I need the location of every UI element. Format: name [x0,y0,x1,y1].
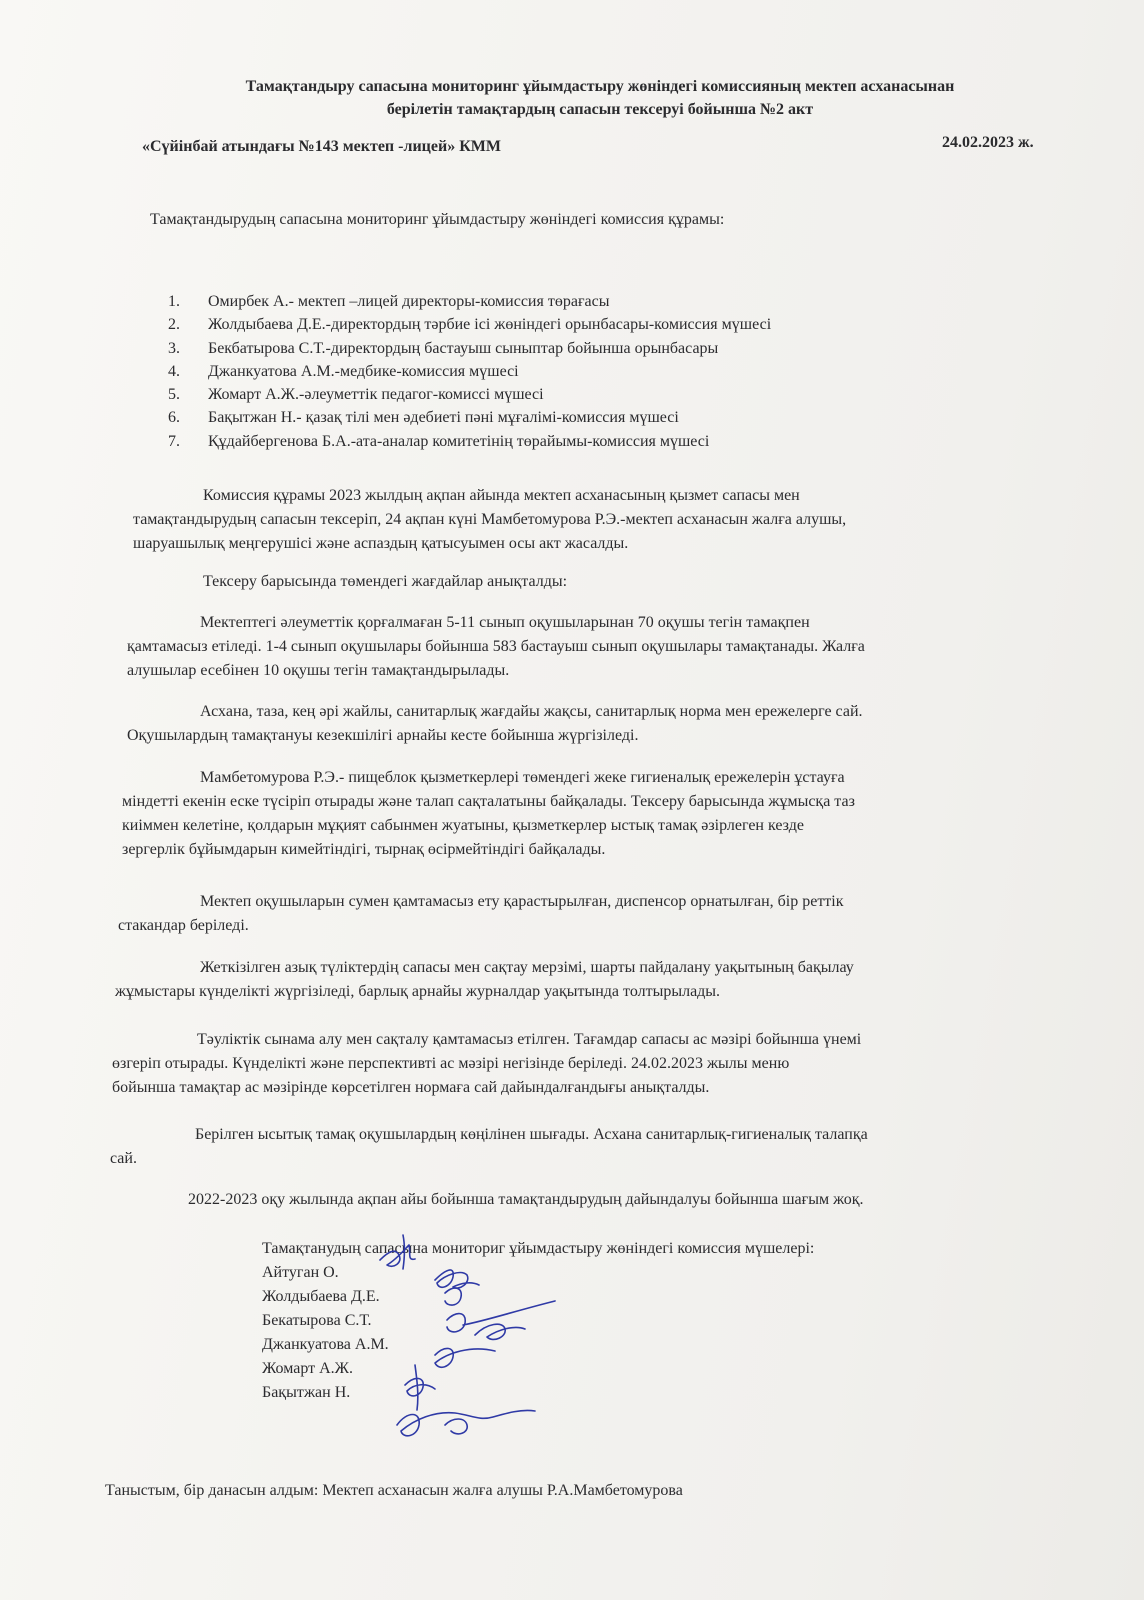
act-date: 24.02.2023 ж. [942,134,1034,151]
signature-4 [435,1348,495,1367]
commission-intro: Тамақтандырудың сапасына мониторинг ұйымдастыру жөніндегі комиссия құрамы: [150,211,725,228]
paragraph-hygiene: Мамбетомурова Р.Э.- пищеблок қызметкерлері төмендегі жеке гигиеналық ережелерін ұстауға міндетті екенін еске түсіріп отырады және талап сақталатыны байқалады. Тексеру барысында жұмысқа таз киіммен келетіне, қолдарын мұқият сабынмен жуатыны, қызметкерлер ыстық тамақ әзірлеген кезде зергерлік бұйымдарын кимейтіндігі, тырнақ өсірмейтіндігі байқалады. [122,769,855,858]
signature-2-loop [445,1288,461,1305]
signature-6-tail [445,1419,467,1434]
signature-5-stroke [415,1365,418,1410]
signatory-name: Бекатырова С.Т. [262,1312,372,1329]
paragraph-menu: Тәуліктік сынама алу мен сақталу қамтамасыз етілген. Тағамдар сапасы ас мәзірі бойынша үнемі өзгеріп отырады. Күнделікті және перспективті ас мәзірі негізінде беріледі. 24.02.2023 жылы меню бойынша тамақтар ас мәзірінде көрсетілген нормаға сай дайындалғандығы анықталды. [112,1031,862,1096]
paragraph-water: Мектеп оқушыларын сумен қамтамасыз ету қарастырылған, диспенсор орнатылған, бір реттік стакандар беріледі. [118,893,844,934]
member-item: 7. Құдайбергенова Б.А.-ата-аналар комитетінің төрайымы-комиссия мүшесі [168,432,710,450]
paragraph-canteen-condition: Асхана, таза, кең әрі жайлы, санитарлық жағдайы жақсы, санитарлық норма мен ережелерге сай. Оқушылардың тамақтануы кезекшілігі арнайы кесте бойынша жүргізіледі. [127,703,863,744]
member-item: 3. Бекбатырова С.Т.-директордың бастауыш сыныптар бойынша орынбасары [168,339,719,357]
paragraph-commission: Комиссия құрамы 2023 жылдың ақпан айында мектеп асханасының қызмет сапасы мен тамақтандырудың сапасын тексеріп, 24 ақпан күні Мамбетомурова Р.Э.-мектеп асханасын жалға алушы, шаруашылық меңгерушісі және аспаздың қатысуымен осы акт жасалды. [133,487,847,552]
acknowledgement-line: Таныстым, бір данасын алдым: Мектеп асханасын жалға алушы Р.А.Мамбетомурова [105,1482,683,1499]
signatory-name: Бақытжан Н. [262,1384,351,1401]
paragraph-free-meals: Мектептегі әлеуметтік қорғалмаған 5-11 сынып оқушыларынан 70 оқушы тегін тамақпен қамтамасыз етіледі. 1-4 сынып оқушылары бойынша 583 бастауыш сынып оқушылары тамақтанады. Жалға алушылар есебінен 10 оқушы тегін тамақтандырылады. [127,614,865,679]
signatories-title: Тамақтанудың сапасына мониториг ұйымдастыру жөніндегі комиссия мүшелері: [262,1240,815,1257]
signature-3 [447,1301,555,1332]
act-title-line-1: Тамақтандыру сапасына мониторинг ұйымдастыру жөніндегі комиссияның мектеп асханасынан [245,78,955,95]
act-title [120,75,1080,121]
handwritten-signatures [375,1225,575,1460]
signature-2 [435,1270,479,1288]
paragraph-no-complaints: 2022-2023 оқу жылында ақпан айы бойынша тамақтандырудың дайындалуы бойынша шағым жоқ. [188,1191,864,1208]
signatory-name: Жолдыбаева Д.Е. [262,1288,380,1305]
commission-members-list [168,290,771,453]
member-item: 1. Омирбек А.- мектеп –лицей директоры-комиссия төрағасы [168,293,610,310]
member-item: 6. Бақытжан Н.- қазақ тілі мен әдебиеті пәні мұғалімі-комиссия мүшесі [168,409,679,427]
member-item: 4. Джанкуатова А.М.-медбике-комиссия мүшесі [168,362,519,380]
paragraph-supplies: Жеткізілген азық түліктердің сапасы мен сақтау мерзімі, шарты пайдалану уақытының бақылау жұмыстары күнделікті жүргізіледі, барлық арнайы журналдар уақытында толтырылады. [115,959,854,1000]
member-item: 5. Жомарт А.Ж.-әлеуметтік педагог-комиссі мүшесі [168,386,544,404]
paragraph-conclusion: Берілген ысытық тамақ оқушылардың көңілінен шығады. Асхана санитарлық-гигиеналық талапқа сай. [110,1126,868,1167]
signature-1 [380,1245,415,1266]
signature-3-hook [475,1324,525,1339]
signatory-name: Жомарт А.Ж. [262,1360,354,1377]
signatory-name: Айтуган О. [262,1264,339,1281]
organization-name: «Сүйінбай атындағы №143 мектеп -лицей» КММ [142,138,502,155]
paragraph-findings-intro: Тексеру барысында төмендегі жағдайлар анықталды: [203,573,568,590]
signature-5 [405,1378,435,1396]
act-title-line-2: берілетін тамақтардың сапасын тексеруі бойынша №2 акт [386,101,814,118]
member-item: 2. Жолдыбаева Д.Е.-директордың тәрбие ісі жөніндегі орынбасары-комиссия мүшесі [168,316,772,334]
signatory-name: Джанкуатова А.М. [262,1336,389,1353]
